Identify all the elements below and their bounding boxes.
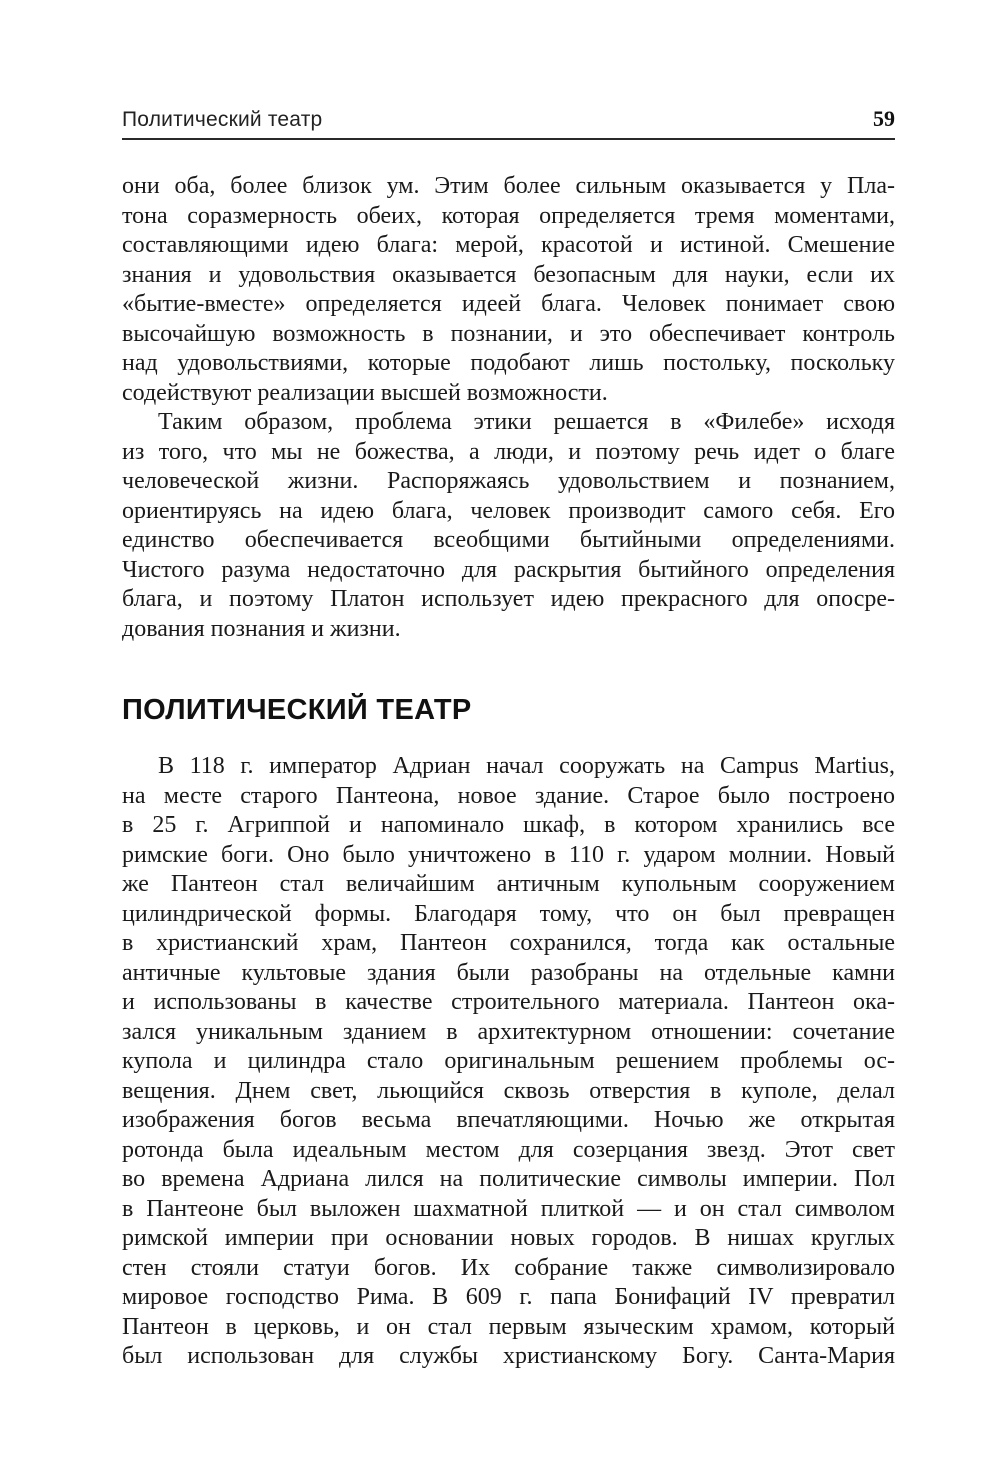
- text-line: римской империи при основании новых городов. В нишах круглых: [122, 1225, 895, 1251]
- text-line: римские боги. Оно было уничтожено в 110 г. ударом молнии. Новый: [122, 841, 895, 868]
- text-line: тона соразмерность обеих, которая определяется тремя моментами,: [122, 202, 895, 229]
- text-line: знания и удовольствия оказывается безопасным для науки, если их: [122, 261, 895, 288]
- text-line: в 25 г. Агриппой и напоминало шкаф, в котором хранились все: [122, 812, 895, 838]
- text-line: в христианский храм, Пантеон сохранился, тогда как остальные: [122, 930, 895, 956]
- text-line: Таким образом, проблема этики решается в «Филебе» исходя: [158, 409, 895, 435]
- paragraph-philebus: [122, 408, 895, 644]
- text-line: над удовольствиями, которые подобают лишь постольку, поскольку: [122, 350, 895, 376]
- text-line: В 118 г. император Адриан начал сооружать на Campus Martius,: [158, 753, 895, 779]
- text-line: высочайшую возможность в познании, и это обеспечивает контроль: [122, 320, 895, 347]
- running-head: [122, 104, 895, 140]
- text-line: изображения богов весьма впечатляющими. Ночью же открытая: [122, 1107, 895, 1133]
- text-line: составляющими идею блага: мерой, красотой и истиной. Смешение: [122, 232, 895, 258]
- text-line: купола и цилиндра стало оригинальным решением проблемы ос-: [122, 1048, 895, 1074]
- text-line: единство обеспечивается всеобщими бытийными определениями.: [122, 527, 895, 553]
- text-line: человеческой жизни. Распоряжаясь удовольствием и познанием,: [122, 468, 895, 494]
- text-line: на месте старого Пантеона, новое здание. Старое было построено: [122, 782, 895, 809]
- text-line: был использован для службы христианскому Богу. Санта-Мария: [122, 1343, 895, 1369]
- text-line: зался уникальным зданием в архитектурном отношении: сочетание: [122, 1018, 895, 1045]
- page-number: 59: [873, 106, 895, 131]
- text-line: мировое господство Рима. В 609 г. папа Бонифаций IV превратил: [122, 1284, 895, 1310]
- text-line: в Пантеоне был выложен шахматной плиткой — и он стал символом: [122, 1195, 895, 1222]
- text-line: Чистого разума недостаточно для раскрытия бытийного определения: [122, 556, 895, 583]
- text-line: цилиндрической формы. Благодаря тому, что он был превращен: [122, 900, 895, 927]
- text-line: они оба, более близок ум. Этим более сильным оказывается у Пла-: [122, 173, 895, 199]
- text-line: во времена Адриана лился на политические символы империи. Пол: [122, 1166, 895, 1192]
- text-line: блага, и поэтому Платон использует идею прекрасного для опосре-: [122, 586, 895, 612]
- text-line: «бытие-вместе» определяется идеей блага. Человек понимает свою: [122, 291, 895, 317]
- text-line: стен стояли статуи богов. Их собрание также символизировало: [122, 1254, 895, 1281]
- text-line: же Пантеон стал величайшим античным купольным сооружением: [122, 871, 895, 897]
- paragraph-continuation: [122, 172, 895, 408]
- text-line: Пантеон в церковь, и он стал первым языческим храмом, который: [122, 1313, 895, 1340]
- running-title: Политический театр: [122, 108, 323, 131]
- text-line: ориентируясь на идею блага, человек производит самого себя. Его: [122, 497, 895, 524]
- text-line: ротонда была идеальным местом для созерцания звезд. Этот свет: [122, 1136, 895, 1163]
- text-line: содействуют реализации высшей возможности.: [122, 379, 608, 406]
- text-line: античные культовые здания были разобраны на отдельные камни: [122, 959, 895, 986]
- text-line: из того, что мы не божества, а люди, и поэтому речь идет о благе: [122, 438, 895, 465]
- section-heading: ПОЛИТИЧЕСКИЙ ТЕАТР: [122, 694, 472, 726]
- text-line: вещения. Днем свет, льющийся сквозь отверстия в куполе, делал: [122, 1077, 895, 1104]
- text-line: дования познания и жизни.: [122, 615, 401, 642]
- text-line: и использованы в качестве строительного материала. Пантеон ока-: [122, 989, 895, 1015]
- paragraph-pantheon: [122, 752, 895, 1372]
